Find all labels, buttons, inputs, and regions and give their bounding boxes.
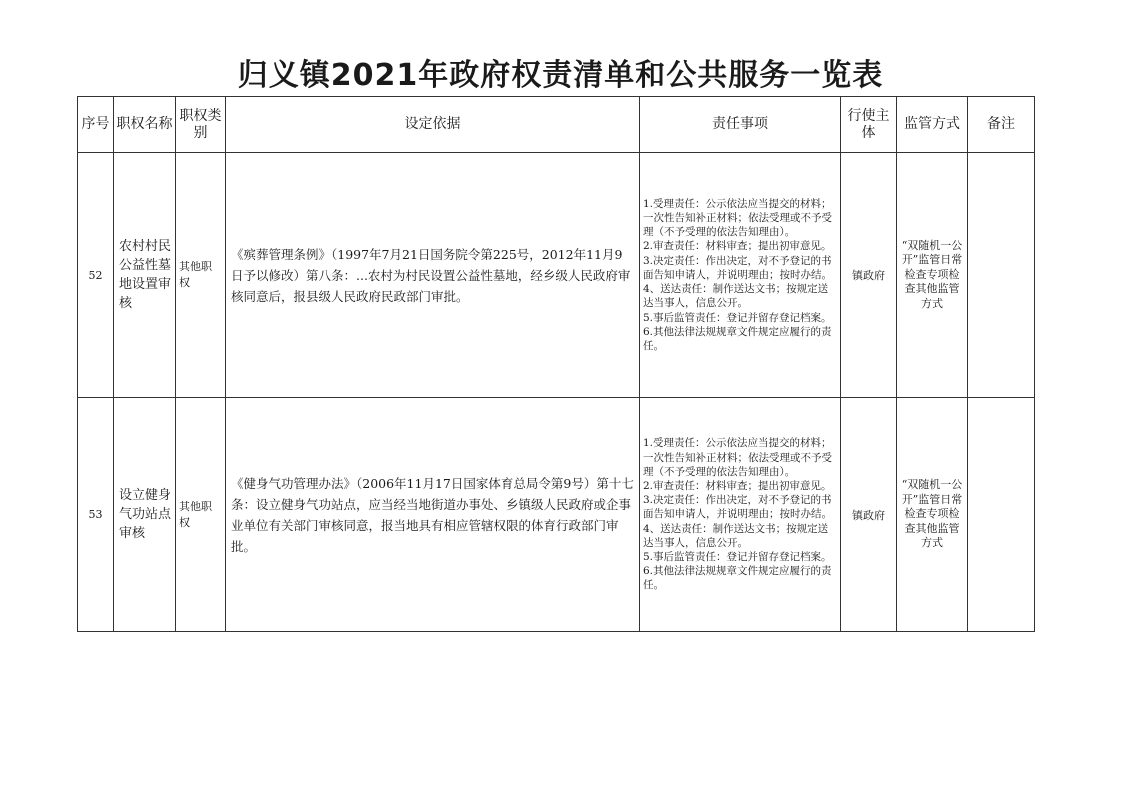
row-seq: 52 [78, 153, 114, 398]
page-title: 归义镇2021年政府权责清单和公共服务一览表 [237, 58, 884, 93]
row-seq: 53 [78, 398, 114, 632]
table-row [78, 153, 1035, 398]
row-remarks [968, 153, 1035, 398]
duty-item: 3.决定责任：作出决定，对不予登记的书面告知申请人，并说明理由；按时办结。 [643, 494, 832, 521]
row-basis: 《健身气功管理办法》（2006年11月17日国家体育总局令第9号）第十七条：设立健身气功站点，应当经当地街道办事处、乡镇级人民政府或企事业单位有关部门审核同意，报当地具有相应管辖权限的体育行政部门审批。 [226, 398, 640, 632]
header-seq: 序号 [78, 97, 114, 153]
duty-item: 5.事后监管责任：登记并留存登记档案。 [643, 551, 832, 563]
duty-item: 1.受理责任：公示依法应当提交的材料；一次性告知补正材料；依法受理或不予受理（不予受理的依法告知理由）。 [643, 197, 832, 239]
duty-item: 4、送达责任：制作送达文书；按规定送达当事人，信息公开。 [643, 522, 829, 549]
row-supervision: “双随机一公开”监管日常检查专项检查其他监管方式 [897, 153, 968, 398]
row-category: 其他职权 [176, 398, 226, 632]
duty-item: 5.事后监管责任：登记并留存登记档案。 [643, 311, 832, 324]
duty-item: 6.其他法律法规规章文件规定应履行的责任。 [643, 325, 832, 352]
header-basis: 设定依据 [226, 97, 640, 153]
row-subject: 镇政府 [841, 153, 897, 398]
duty-item: 4、送达责任：制作送达文书；按规定送达当事人，信息公开。 [643, 283, 829, 310]
row-duties [640, 398, 841, 632]
duty-item: 2.审查责任：材料审查；提出初审意见。 [643, 240, 832, 253]
responsibility-table [77, 96, 1035, 632]
header-remarks: 备注 [968, 97, 1035, 153]
header-category: 职权类别 [176, 97, 226, 153]
row-duties [640, 153, 841, 398]
header-subject: 行使主体 [841, 97, 897, 153]
row-remarks [968, 398, 1035, 632]
duty-item: 3.决定责任：作出决定，对不予登记的书面告知申请人，并说明理由；按时办结。 [643, 254, 832, 281]
duty-item: 2.审查责任：材料审查；提出初审意见。 [643, 479, 832, 492]
row-name: 设立健身气功站点审核 [114, 398, 176, 632]
header-duties: 责任事项 [640, 97, 841, 153]
table-row [78, 398, 1035, 632]
header-name: 职权名称 [114, 97, 176, 153]
row-subject: 镇政府 [841, 398, 897, 632]
duty-item: 6.其他法律法规规章文件规定应履行的责任。 [643, 565, 832, 592]
row-basis: 《殡葬管理条例》（1997年7月21日国务院令第225号，2012年11月9日予以修改）第八条：...农村为村民设置公益性墓地，经乡级人民政府审核同意后，报县级人民政府民政部门审批。 [226, 153, 640, 398]
row-supervision: “双随机一公开”监管日常检查专项检查其他监管方式 [897, 398, 968, 632]
header-supervision: 监管方式 [897, 97, 968, 153]
table-header-row [78, 97, 1035, 153]
row-name: 农村村民公益性墓地设置审核 [114, 153, 176, 398]
row-category: 其他职权 [176, 153, 226, 398]
duty-item: 1.受理责任：公示依法应当提交的材料；一次性告知补正材料；依法受理或不予受理（不予受理的依法告知理由）。 [643, 437, 832, 478]
